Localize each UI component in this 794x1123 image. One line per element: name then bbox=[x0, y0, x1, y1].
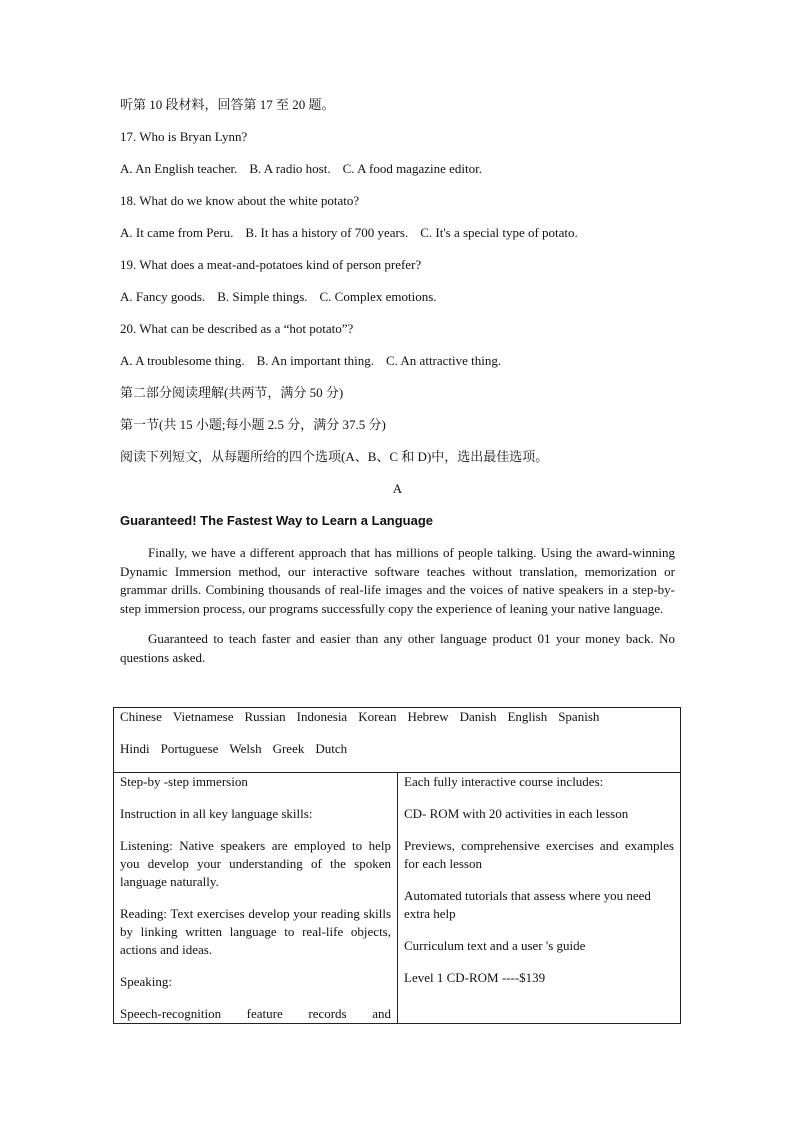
cell-text: Automated tutorials that assess where you need extra help bbox=[404, 888, 651, 921]
passage-paragraph: Guaranteed to teach faster and easier than any other language product 01 your money back. No questions asked. bbox=[120, 631, 675, 665]
option: B. An important thing. bbox=[256, 353, 374, 368]
options-20 bbox=[120, 352, 675, 370]
question-20: 20. What can be described as a “hot potato”? bbox=[120, 321, 354, 336]
options-17 bbox=[120, 160, 675, 178]
language: Hindi bbox=[120, 741, 150, 756]
option: A. An English teacher. bbox=[120, 161, 238, 176]
language: Welsh bbox=[229, 741, 262, 756]
option: B. It has a history of 700 years. bbox=[245, 225, 409, 240]
cell-text: Speaking: bbox=[120, 974, 172, 989]
cell-text: Each fully interactive course includes: bbox=[404, 774, 604, 789]
price-text: Level 1 CD-ROM ----$139 bbox=[404, 970, 546, 985]
cell-text: Speech-recognition feature records and bbox=[120, 1006, 391, 1021]
language: Greek bbox=[272, 741, 305, 756]
question-18: 18. What do we know about the white potato? bbox=[120, 193, 360, 208]
option: C. Complex emotions. bbox=[319, 289, 437, 304]
listening-intro: 听第 10 段材料，回答第 17 至 20 题。 bbox=[120, 97, 335, 112]
language: Hebrew bbox=[407, 709, 449, 724]
language: Indonesia bbox=[296, 709, 348, 724]
skills-cell bbox=[114, 773, 398, 1024]
options-19 bbox=[120, 288, 675, 306]
cell-text: Listening: Native speakers are employed to help you develop your understanding of the spoken language naturally. bbox=[120, 838, 391, 889]
cell-text: Curriculum text and a user 's guide bbox=[404, 938, 586, 953]
option: A. A troublesome thing. bbox=[120, 353, 245, 368]
passage-paragraph: Finally, we have a different approach that has millions of people talking. Using the award-winning Dynamic Immersion method, our interactive software teaches without translation, memorization or grammar drills. Combining thousands of real-life images and the voices of native speakers in a step-by-step immersion process, our programs successfully copy the experience of leaning your native language. bbox=[120, 545, 675, 616]
question-19: 19. What does a meat-and-potatoes kind of person prefer? bbox=[120, 257, 422, 272]
language: Russian bbox=[244, 709, 286, 724]
option: C. It's a special type of potato. bbox=[420, 225, 578, 240]
cell-text: CD- ROM with 20 activities in each lesson bbox=[404, 806, 629, 821]
content bbox=[120, 96, 675, 679]
course-info-table bbox=[113, 707, 681, 1024]
reading-instruction: 阅读下列短文，从每题所给的四个选项(A、B、C 和 D)中，选出最佳选项。 bbox=[120, 449, 549, 464]
cell-text: Step-by -step immersion bbox=[120, 774, 248, 789]
language: English bbox=[507, 709, 548, 724]
language: Chinese bbox=[120, 709, 162, 724]
course-includes-cell bbox=[398, 773, 681, 1024]
option: B. Simple things. bbox=[217, 289, 308, 304]
question-17: 17. Who is Bryan Lynn? bbox=[120, 129, 248, 144]
section1-heading: 第一节(共 15 小题;每小题 2.5 分，满分 37.5 分) bbox=[120, 417, 386, 432]
option: A. It came from Peru. bbox=[120, 225, 234, 240]
cell-text: Reading: Text exercises develop your reading skills by linking written language to real-life objects, actions and ideas. bbox=[120, 906, 391, 957]
option: C. A food magazine editor. bbox=[342, 161, 482, 176]
cell-text: Instruction in all key language skills: bbox=[120, 806, 313, 821]
option: C. An attractive thing. bbox=[385, 353, 502, 368]
languages-cell bbox=[114, 708, 681, 773]
option: A. Fancy goods. bbox=[120, 289, 206, 304]
options-18 bbox=[120, 224, 675, 242]
languages-row bbox=[120, 708, 674, 726]
part2-heading: 第二部分阅读理解(共两节，满分 50 分) bbox=[120, 385, 344, 400]
languages-row bbox=[120, 740, 674, 758]
passage-letter: A bbox=[392, 481, 403, 496]
language: Dutch bbox=[315, 741, 348, 756]
language: Spanish bbox=[558, 709, 600, 724]
language: Vietnamese bbox=[172, 709, 234, 724]
language: Portuguese bbox=[160, 741, 219, 756]
cell-text: Previews, comprehensive exercises and examples for each lesson bbox=[404, 838, 674, 871]
option: B. A radio host. bbox=[249, 161, 331, 176]
language: Danish bbox=[459, 709, 497, 724]
passage-title: Guaranteed! The Fastest Way to Learn a Language bbox=[120, 513, 434, 528]
language: Korean bbox=[358, 709, 397, 724]
